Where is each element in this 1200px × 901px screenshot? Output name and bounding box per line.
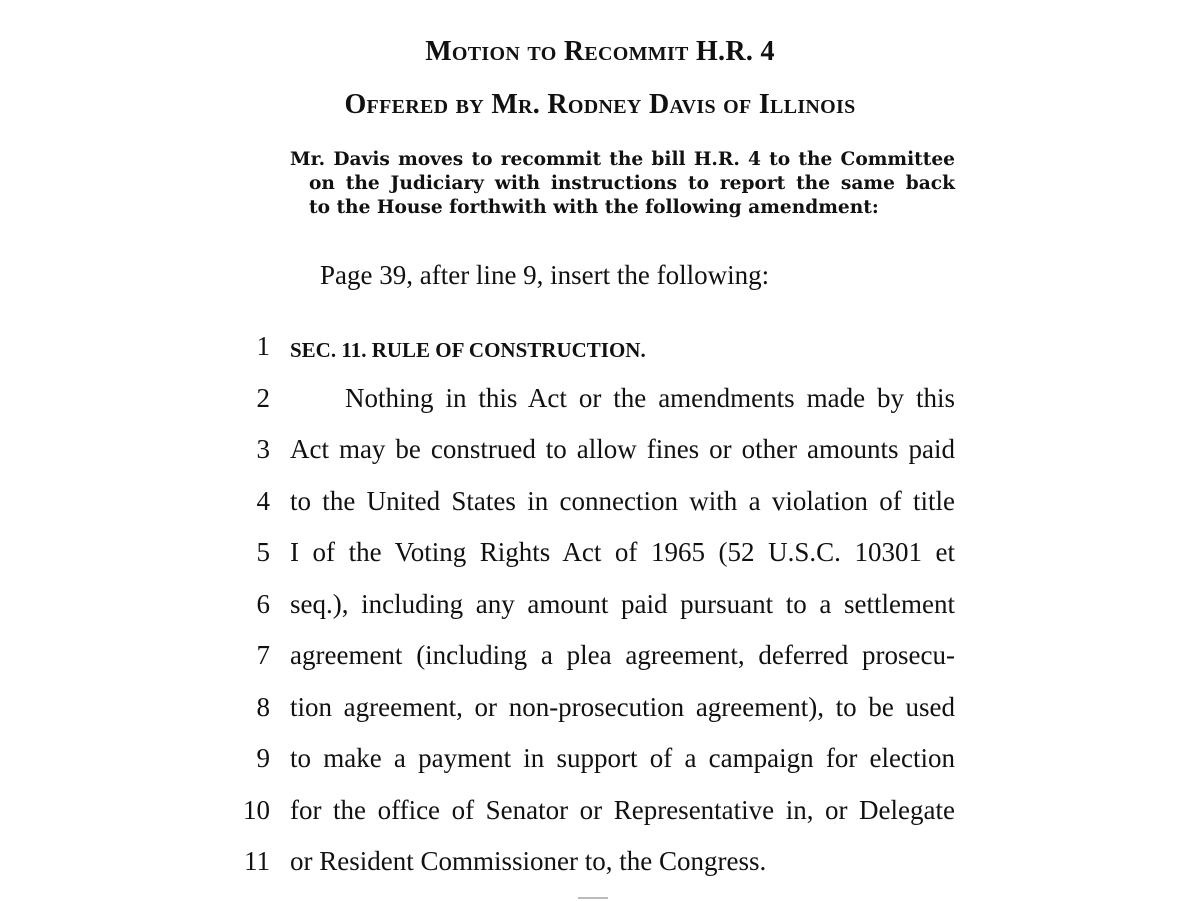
body-text-line: agreement (including a plea agreement, deferred prosecu- xyxy=(290,640,955,670)
body-text-line: to the United States in connection with a violation of title xyxy=(290,486,955,516)
line-number: 6 xyxy=(256,589,270,619)
motion-preamble xyxy=(290,148,955,220)
line-number: 10 xyxy=(243,795,270,825)
line-number: 9 xyxy=(256,743,270,773)
preamble-line: on the Judiciary with instructions to report the same back xyxy=(309,173,955,194)
document-title: Motion to Recommit H.R. 4 xyxy=(425,36,775,67)
line-number: 4 xyxy=(256,486,270,516)
line-number: 1 xyxy=(256,331,270,361)
line-number: 8 xyxy=(256,692,270,722)
line-number: 11 xyxy=(244,846,270,876)
body-text-line: I of the Voting Rights Act of 1965 (52 U.S.C. 10301 et xyxy=(290,537,955,567)
body-text-line: Nothing in this Act or the amendments made by this xyxy=(345,383,955,413)
preamble-line: Mr. Davis moves to recommit the bill H.R. 4 to the Committee xyxy=(290,149,955,170)
preamble-line: to the House forthwith with the following amendment: xyxy=(309,197,879,218)
body-text-line: Act may be construed to allow fines or other amounts paid xyxy=(290,434,955,464)
line-number: 7 xyxy=(256,640,270,670)
document-subtitle: Offered by Mr. Rodney Davis of Illinois xyxy=(344,89,856,120)
body-text-line: for the office of Senator or Representative in, or Delegate xyxy=(290,795,955,825)
body-text-line: tion agreement, or non-prosecution agreement), to be used xyxy=(290,692,955,722)
section-heading: SEC. 11. RULE OF CONSTRUCTION. xyxy=(290,338,646,362)
line-number: 3 xyxy=(256,434,270,464)
amendment-instruction: Page 39, after line 9, insert the following: xyxy=(320,260,770,290)
page-bottom-mark xyxy=(578,897,608,899)
body-text-line: seq.), including any amount paid pursuant to a settlement xyxy=(290,589,955,619)
body-text-line: to make a payment in support of a campaign for election xyxy=(290,743,955,773)
line-number: 2 xyxy=(256,383,270,413)
body-text-line: or Resident Commissioner to, the Congress. xyxy=(290,846,767,876)
line-number: 5 xyxy=(256,537,270,567)
